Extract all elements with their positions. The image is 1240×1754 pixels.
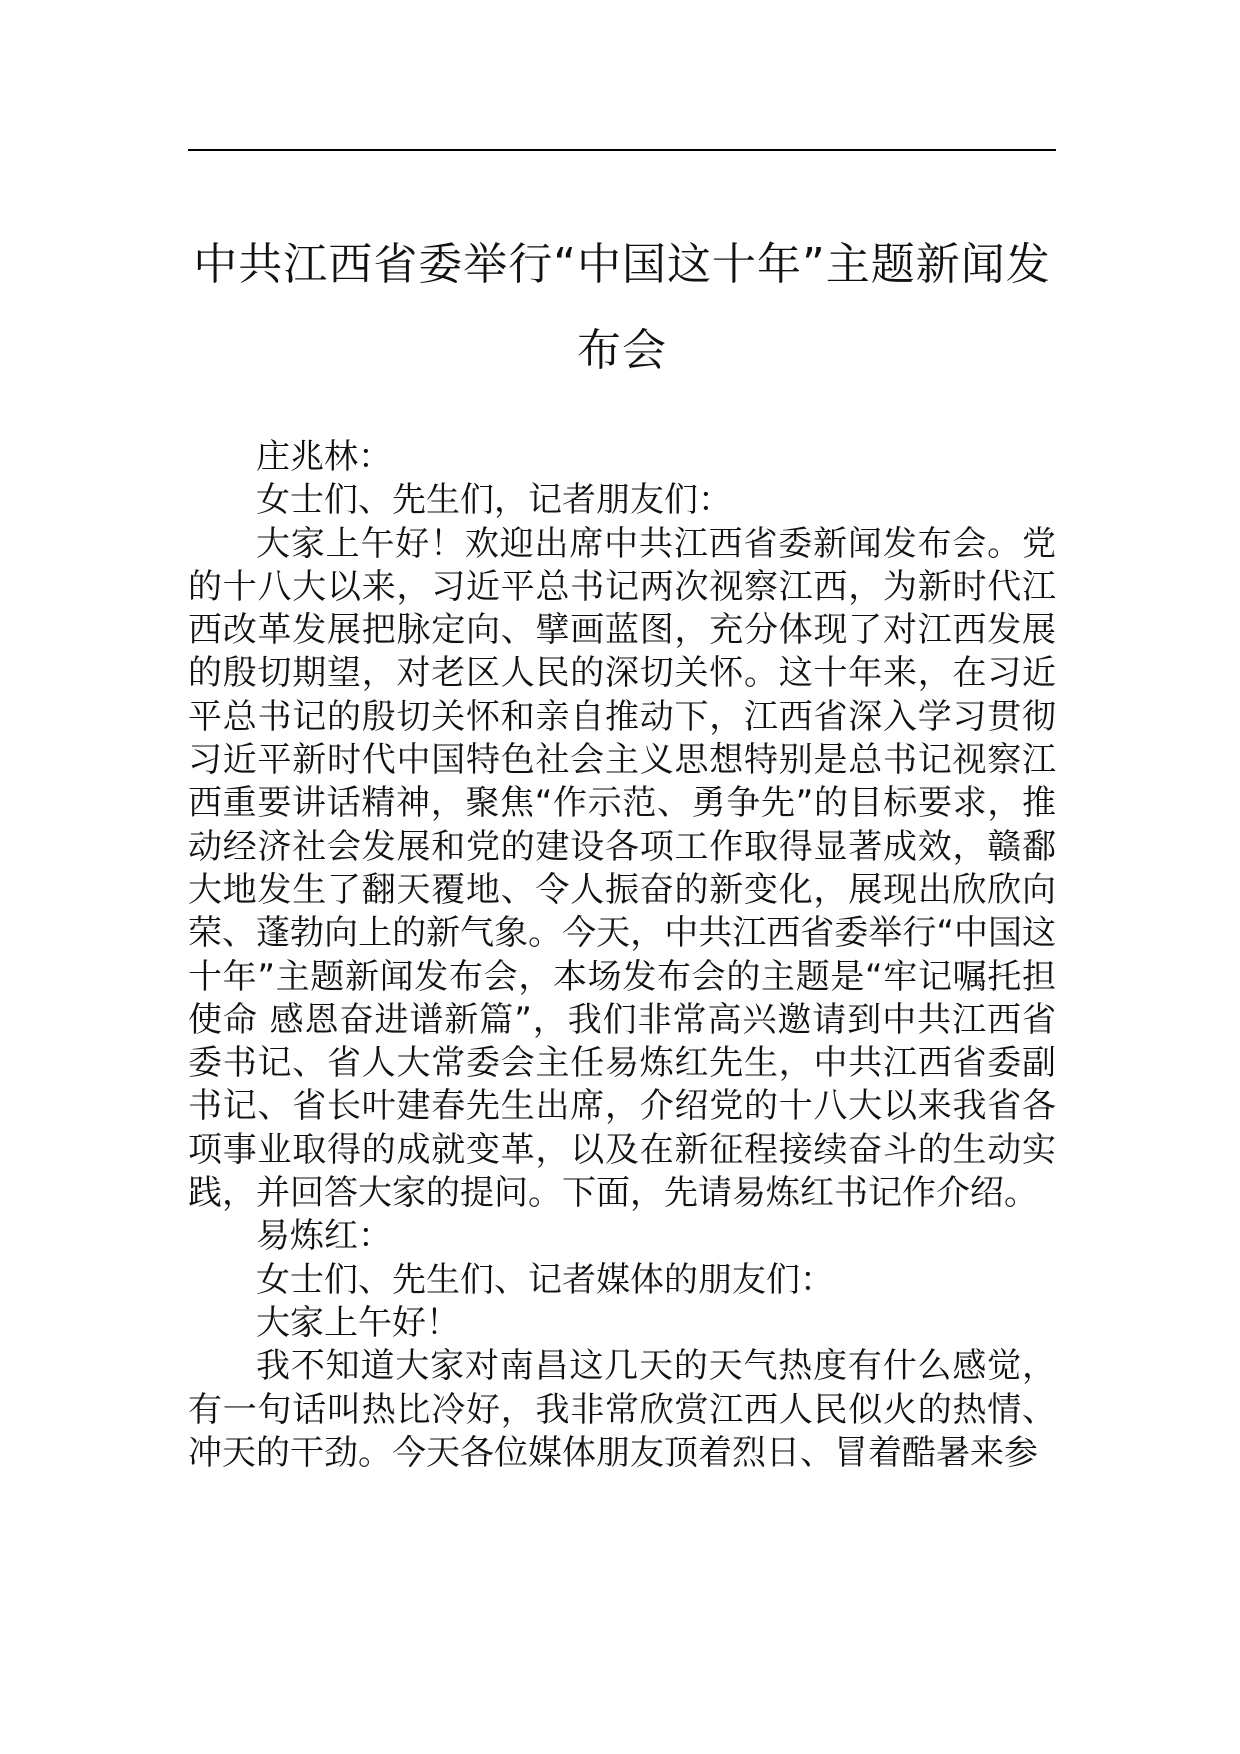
salutation: 女士们、先生们、记者媒体的朋友们： xyxy=(256,1259,834,1300)
greeting: 大家上午好！ xyxy=(256,1302,460,1343)
salutation: 女士们、先生们，记者朋友们： xyxy=(256,480,732,521)
body-paragraph: 大家上午好！欢迎出席中共江西省委新闻发布会。党的十八大以来，习近平总书记两次视察江西，为新时代江西改革发展把脉定向、擘画蓝图，充分体现了对江西发展的殷切期望，对老区人民的深切关怀。这十年来，在习近平总书记的殷切关怀和亲自推动下，江西省深入学习贯彻习近平新时代中国特色社会主义思想特别是总书记视察江西重要讲话精神，聚焦“作示范、勇争先”的目标要求，推动经济社会发展和党的建设各项工作取得显著成效，赣鄱大地发生了翻天覆地、令人振奋的新变化，展现出欣欣向荣、蓬勃向上的新气象。今天，中共江西省委举行“中国这十年”主题新闻发布会，本场发布会的主题是“牢记嘱托担使命 感恩奋进谱新篇”，我们非常高兴邀请到中共江西省委书记、省人大常委会主任易炼红先生，中共江西省委副书记、省长叶建春先生出席，介绍党的十八大以来我省各项事业取得的成就变革，以及在新征程接续奋斗的生动实践，并回答大家的提问。下面，先请易炼红书记作介绍。 xyxy=(188,523,1056,1214)
document-title: 中共江西省委举行“中国这十年”主题新闻发布会 xyxy=(193,239,1051,376)
speaker-label: 庄兆林： xyxy=(256,437,392,477)
body-paragraph: 我不知道大家对南昌这几天的天气热度有什么感觉，有一句话叫热比冷好，我非常欣赏江西人民似火的热情、冲天的干劲。今天各位媒体朋友顶着烈日、冒着酷暑来参 xyxy=(188,1346,1056,1473)
document-body xyxy=(188,436,1056,1475)
header-rule xyxy=(188,149,1056,151)
speaker-label: 易炼红： xyxy=(256,1216,392,1257)
